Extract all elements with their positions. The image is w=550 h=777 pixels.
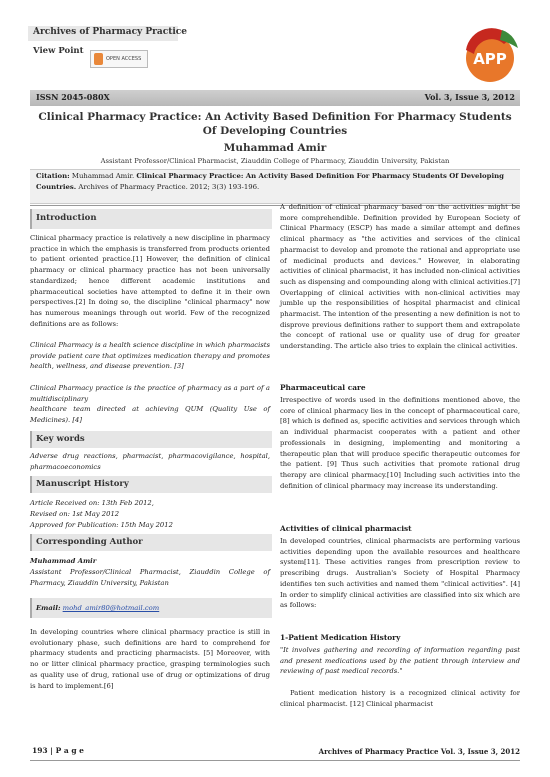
- citation: Citation: Muhammad Amir. Clinical Pharmacy Practice: An Activity Based Definition For Pharmacy Students Of Developing Countries. Archives of Pharmacy Practice. 2012; 3(3) 193-196.: [36, 172, 504, 191]
- issn-label: ISSN 2045-080X: [36, 92, 110, 102]
- logo-text: APP: [473, 50, 507, 68]
- right-paragraph-1: A definition of clinical pharmacy based on the activities might be more comprehendible. Definition provided by European Society of Clinical Pharmacy (ESCP) has made a similar attempt and defines clinical pharmacy as "the activities and services of the clinical pharmacist to develop and promote the rational and appropriate use of medicinal products and devices." However, in elaborating activities of clinical pharmacist, it has included non-clinical activities such as dispensing and compounding along with clinical activities.[7] Overlapping of clinical activities with non-clinical activities may jumble up the responsibilities of hospital pharmacist and clinical pharmacist. The intention of the presenting a new definition is not to disprove previous definitions rather to support them and extrapolate the concept of rational use or quality use of drug for greater understanding. The article also tries to explain the clinical activities.: [280, 203, 520, 351]
- open-access-label: OPEN ACCESS: [106, 56, 142, 62]
- manuscript-heading: Manuscript History: [36, 479, 129, 489]
- pharmaceutical-care-paragraph: Irrespective of words used in the definitions mentioned above, the core of clinical pharmacy lies in the concept of pharmaceutical care,[8] which is defined as, specific activities and services through which an individual pharmacist cooperates with a patient and other professionals in designing, implementing and monitoring a therapeutic plan that will produce specific therapeutic outcomes for the patient. [9] Thus such activities that promote rational drug therapy are clinical pharmacy.[10] Including such activities into the definition of clinical pharmacy may increase its understanding.: [280, 396, 520, 490]
- volume-label: Vol. 3, Issue 3, 2012: [424, 92, 515, 102]
- medication-history-paragraph: Patient medication history is a recognized clinical activity for clinical pharmacist. [12] Clinical pharmacist: [280, 689, 520, 708]
- intro-paragraph: Clinical pharmacy practice is relatively a new discipline in pharmacy practice in which the emphasis is transferred from products oriented to patient oriented practice.[1] However, the definition of clinical pharmacy or clinical pharmacy practice has not been universally standardized; hence different academic institutions and pharmaceutical societies have attempted to define it in their own perspectives.[2] In doing so, the discipline "clinical pharmacy" now has numerous meanings through out world. Few of the recognized definitions are as follows:: [30, 234, 270, 328]
- intro-heading: Introduction: [36, 213, 97, 223]
- page-number: 193 | P a g e: [32, 746, 84, 755]
- definition-1: Clinical Pharmacy is a health science discipline in which pharmacists provide patient care that optimizes medication therapy and promotes health, wellness, and disease prevention. [3]: [30, 341, 270, 371]
- received-date: Article Received on: 13th Feb 2012,: [30, 499, 154, 507]
- approved-date: Approved for Publication: 15th May 2012: [30, 521, 173, 529]
- email-line: Email: mohd_amir80@hotmail.com: [36, 604, 160, 612]
- corresponding-affiliation: Assistant Professor/Clinical Pharmacist, Ziauddin College of Pharmacy, Ziauddin University, Pakistan: [30, 568, 270, 587]
- author-affiliation: Assistant Professor/Clinical Pharmacist, Ziauddin College of Pharmacy, Ziauddin University, Pakistan: [100, 157, 450, 165]
- activities-heading: Activities of clinical pharmacist: [280, 524, 412, 533]
- corresponding-heading: Corresponding Author: [36, 537, 143, 547]
- email-link[interactable]: mohd_amir80@hotmail.com: [62, 604, 160, 612]
- section-label: View Point: [33, 46, 84, 56]
- footer-rule: [30, 760, 520, 761]
- article-title: Clinical Pharmacy Practice: An Activity Based Definition For Pharmacy Students Of Developing Countries: [38, 111, 512, 137]
- journal-name: Archives of Pharmacy Practice: [33, 27, 188, 37]
- activities-paragraph: In developed countries, clinical pharmacists are performing various activities depending upon the available resources and healthcare system[11]. These activities ranges from prescription review to prescribing drugs. Australian's Society of Hospital Pharmacy identifies ten such activities and named them "clinical activities". [4] In order to simplify clinical activities are classified into six which are as follows:: [280, 537, 520, 610]
- pharmaceutical-care-heading: Pharmaceutical care: [280, 383, 366, 392]
- developing-paragraph: In developing countries where clinical pharmacy practice is still in evolutionary phase, such definitions are hard to comprehend for pharmacy students and practicing pharmacists. [5] Moreover, with no or litter clinical pharmacy practice, grasping terminologies such as quality use of drug, rational use of drug or optimizations of drug is hard to implement.[6]: [30, 628, 270, 690]
- keywords-text: Adverse drug reactions, pharmacist, pharmacovigilance, hospital, pharmacoeconomics: [30, 452, 270, 471]
- medication-history-heading: 1-Patient Medication History: [280, 633, 401, 642]
- corresponding-name: Muhammad Amir: [30, 557, 97, 565]
- revised-date: Revised on: 1st May 2012: [30, 510, 120, 518]
- open-access-badge: [90, 50, 148, 68]
- article-author: Muhammad Amir: [223, 142, 327, 154]
- medication-history-quote: "It involves gathering and recording of information regarding past and present medications used by the patient through interview and reviewing of past medical records.": [280, 646, 520, 676]
- keywords-heading: Key words: [36, 434, 85, 444]
- footer-journal: Archives of Pharmacy Practice Vol. 3, Issue 3, 2012: [318, 747, 520, 756]
- definition-2: Clinical Pharmacy practice is the practice of pharmacy as a part of a multidisciplinary healthcare team directed at achieving QUM (Quality Use of Medicines). [4]: [30, 384, 270, 425]
- lock-icon: [94, 53, 103, 65]
- app-logo: [452, 20, 524, 92]
